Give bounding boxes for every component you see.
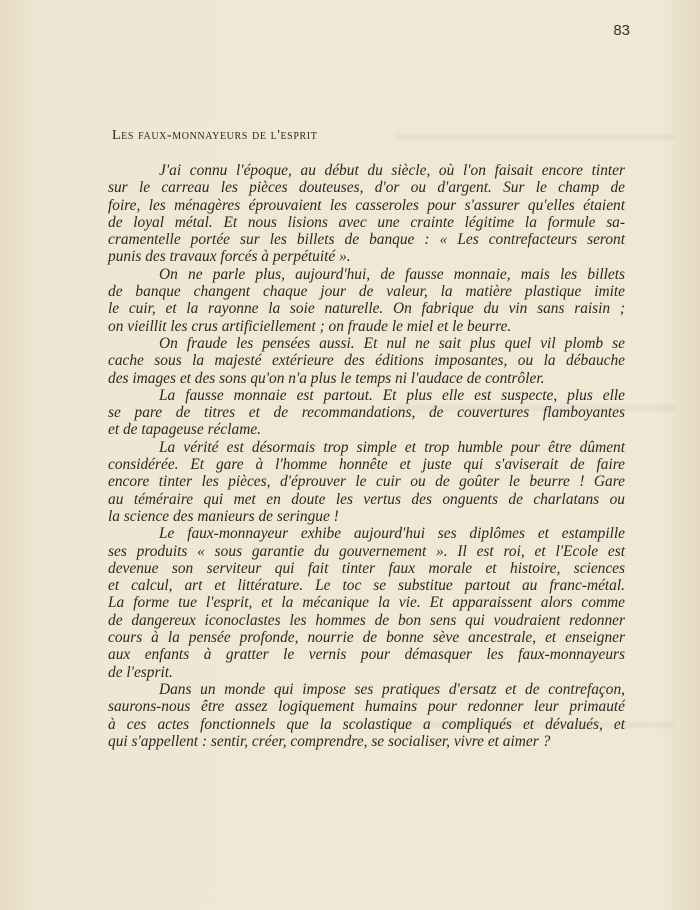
paragraph-line: On ne parle plus, aujourd'hui, de fausse monnaie, mais les billets: [159, 265, 625, 283]
paragraph: [108, 266, 625, 335]
paragraph-line: ses produits « sous garantie du gouvernement ». Il est roi, et l'Ecole est: [108, 542, 625, 560]
paragraph-line: Dans un monde qui impose ses pratiques d'ersatz et de contrefaçon,: [159, 680, 625, 698]
paragraph-line: et calcul, art et littérature. Le toc se substitue partout au franc-métal.: [108, 577, 625, 595]
page-number: 83: [613, 22, 630, 39]
paragraph-line: saurons-nous être assez logiquement humains pour redonner leur primauté: [108, 698, 625, 716]
paragraph-line: on vieillit les crus artificiellement ; on fraude le miel et le beurre.: [108, 317, 512, 335]
bleed-through-shadow: [395, 134, 675, 140]
paragraph-line: La forme tue l'esprit, et la mécanique la vie. Et apparaissent alors comme: [108, 594, 625, 612]
body-text: [108, 162, 625, 750]
paragraph-line: de loyal métal. Et nous lisions avec une crainte légitime la formule sa-: [108, 213, 625, 231]
paragraph-line: J'ai connu l'époque, au début du siècle, où l'on faisait encore tinter: [159, 162, 625, 179]
paragraph-line: se pare de titres et de recommandations, de couvertures flamboyantes: [108, 404, 625, 422]
paragraph-line: La vérité est désormais trop simple et trop humble pour être dûment: [159, 438, 625, 456]
paragraph-line: La fausse monnaie est partout. Et plus elle est suspecte, plus elle: [159, 386, 625, 404]
paragraph-line: sur le carreau les pièces douteuses, d'or ou d'argent. Sur le champ de: [108, 179, 625, 197]
paragraph-line: à ces actes fonctionnels que la scolastique a compliqués et dévalués, et: [108, 715, 625, 733]
chapter-title: Les faux-monnayeurs de l'esprit: [112, 128, 318, 143]
paragraph-line: cours à la pensée profonde, nourrie de bonne sève ancestrale, et enseigner: [108, 629, 625, 647]
paragraph-line: de dangereux iconoclastes les hommes de bon sens qui voudraient redonner: [108, 611, 625, 629]
paragraph-line: On fraude les pensées aussi. Et nul ne sait plus quel vil plomb se: [159, 334, 625, 352]
paragraph-line: de l'esprit.: [108, 663, 173, 681]
paragraph-line: devenue son serviteur qui fait tinter faux morale et histoire, sciences: [108, 559, 625, 577]
paragraph-line: Le faux-monnayeur exhibe aujourd'hui ses diplômes et estampille: [159, 525, 625, 543]
paragraph: [108, 525, 625, 681]
paragraph-line: cramentelle portée sur les billets de banque : « Les contrefacteurs seront: [108, 231, 625, 249]
paragraph: [108, 162, 625, 266]
paragraph-line: cache sous la majesté extérieure des éditions imposantes, ou la débauche: [108, 352, 625, 370]
paragraph: [108, 681, 625, 750]
paragraph-line: la science des manieurs de seringue !: [108, 507, 339, 525]
paragraph: [108, 387, 625, 439]
paragraph-line: qui s'appellent : sentir, créer, comprendre, se socialiser, vivre et aimer ?: [108, 732, 551, 750]
paragraph-line: foire, les ménagères éprouvaient les casseroles pour s'assurer qu'elles étaient: [108, 196, 625, 214]
paragraph-line: et de tapageuse réclame.: [108, 421, 261, 439]
paragraph: [108, 439, 625, 525]
paragraph-line: de banque changent chaque jour de valeur, la matière plastique imite: [108, 283, 625, 301]
paragraph-line: des images et des sons qu'on n'a plus le temps ni l'audace de contrôler.: [108, 369, 545, 387]
paragraph-line: considérée. Et gare à l'homme honnête et juste qui s'aviserait de faire: [108, 456, 625, 474]
paragraph: [108, 335, 625, 387]
paragraph-line: encore tinter les pièces, d'éprouver le cuir ou de goûter le beurre ! Gare: [108, 473, 625, 491]
paragraph-line: au téméraire qui met en doute les vertus des onguents de charlatans ou: [108, 490, 625, 508]
paragraph-line: le cuir, et la rayonne la soie naturelle. On fabrique du vin sans raisin ;: [108, 300, 625, 318]
paragraph-line: punis des travaux forcés à perpétuité ».: [108, 248, 351, 266]
paragraph-line: aux enfants à gratter le vernis pour démasquer les faux-monnayeurs: [108, 646, 625, 664]
